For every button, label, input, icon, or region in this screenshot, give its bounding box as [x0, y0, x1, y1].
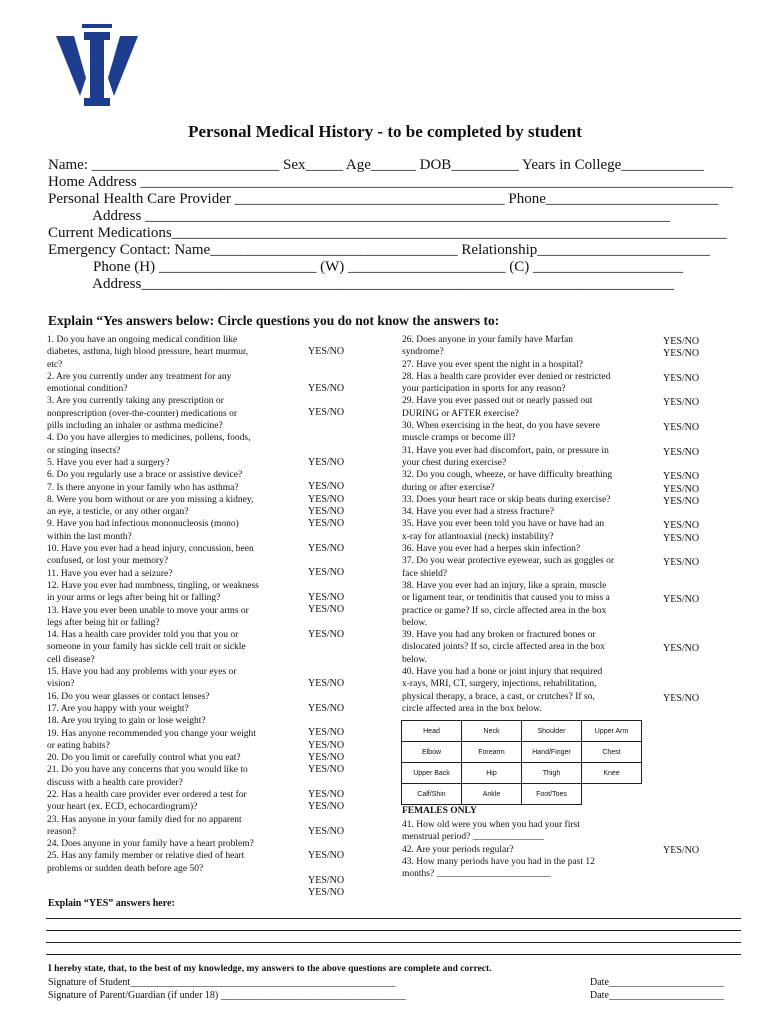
parent-signature[interactable]: Signature of Parent/Guardian (if under 18) _____________________________________	[48, 990, 406, 1001]
area-ankle[interactable]: Ankle	[462, 784, 522, 805]
area-head[interactable]: Head	[402, 721, 462, 742]
name-line[interactable]: Name: _________________________ Sex_____ Age______ DOB_________ Years in College___________	[48, 157, 704, 173]
home-address-line[interactable]: Home Address _______________________________________________________________________________	[48, 174, 733, 190]
area-hand-finger[interactable]: Hand/Finger	[522, 742, 582, 763]
area-calf-shin[interactable]: Calf/Shin	[402, 784, 462, 805]
answers-right[interactable]: YES/NO YES/NO YES/NO YES/NO YES/NO YES/NO YES/NO YES/NO YES/NO YES/NO YES/NO YES/NO YES/NO YES/NO YES/NO	[663, 336, 700, 704]
explain-line[interactable]	[46, 918, 741, 919]
emergency-phone-line[interactable]: Phone (H) _____________________ (W) _____________________ (C) ____________________	[48, 259, 683, 275]
questions-right: 26. Does anyone in your family have Marfan syndrome? 27. Have you ever spent the night in a hospital? 28. Has a health care provider ever denied or restricted your participation in sports for any reason? 29. Have you ever passed out or nearly passed out DURING or AFTER exercise? 30. When exercising in the heat, do you have severe muscle cramps or become ill? 31. Have you ever had discomfort, pain, or pressure in your chest during exercise? 32. Do you cough, wheeze, or have difficulty breathing during or after exercise? 33. Does your heart race or skip beats during exercise? 34. Have you ever had a stress fracture? 35. Have you ever been told you have or have had an x-ray for atlantoaxial (neck) instability? 36. Have you ever had a herpes skin infection? 37. Do you wear protective eyewear, such as goggles or face shield? 38. Have you ever had an injury, like a sprain, muscle or ligament tear, or tendinitis that caused you to miss a practice or game? If so, circle affected area in the box below. 39. Have you had any broken or fractured bones or dislocated joints? If so, circle affected area in the box below. 40. Have you had a bone or joint injury that required x-rays, MRI, CT, surgery, injections, rehabilitation, physical therapy, a brace, a cast, or crutches? If so, circle affected area in the box below.	[402, 335, 614, 714]
explain-line[interactable]	[46, 954, 741, 955]
medications-line[interactable]: Current Medications__________________________________________________________________________	[48, 225, 727, 241]
emergency-address-line[interactable]: Address_______________________________________________________________________	[48, 276, 674, 292]
provider-address-line[interactable]: Address ______________________________________________________________________	[48, 208, 671, 224]
body-area-grid	[401, 720, 642, 805]
area-upper-arm[interactable]: Upper Arm	[582, 721, 642, 742]
females-heading: FEMALES ONLY	[402, 806, 477, 816]
explain-line[interactable]	[46, 930, 741, 931]
certification-statement: I hereby state, that, to the best of my knowledge, my answers to the above questions are complete and correct.	[48, 964, 492, 974]
area-shoulder[interactable]: Shoulder	[522, 721, 582, 742]
area-hip[interactable]: Hip	[462, 763, 522, 784]
area-empty	[582, 784, 642, 805]
date-field-student[interactable]: Date_______________________	[590, 977, 724, 988]
explain-heading: Explain “YES” answers here:	[48, 898, 175, 909]
emergency-contact-line[interactable]: Emergency Contact: Name_________________________________ Relationship_______________________	[48, 242, 710, 258]
health-provider-line[interactable]: Personal Health Care Provider ____________________________________ Phone_______________________	[48, 191, 719, 207]
area-neck[interactable]: Neck	[462, 721, 522, 742]
student-signature[interactable]: Signature of Student_____________________________________________________	[48, 977, 396, 988]
area-knee[interactable]: Knee	[582, 763, 642, 784]
explain-line[interactable]	[46, 942, 741, 943]
area-foot-toes[interactable]: Foot/Toes	[522, 784, 582, 805]
form-title: Personal Medical History - to be completed by student	[188, 122, 582, 141]
females-questions[interactable]: 41. How old were you when you had your first menstrual period? _______________ 42. Are your periods regular? 43. How many periods have you had in the past 12 months? ________________________	[402, 820, 595, 880]
area-chest[interactable]: Chest	[582, 742, 642, 763]
area-upper-back[interactable]: Upper Back	[402, 763, 462, 784]
date-field-parent[interactable]: Date_______________________	[590, 990, 724, 1001]
area-forearm[interactable]: Forearm	[462, 742, 522, 763]
questions-left: 1. Do you have an ongoing medical condition like diabetes, asthma, high blood pressure, heart murmur, etc? 2. Are you currently under any treatment for any emotional condition? 3. Are you currently taking any prescription or nonprescription (over-the-counter) medications or pills including an inhaler or asthma medicine? 4. Do you have allergies to medicines, pollens, foods, or stinging insects? 5. Have you ever had a surgery? 6. Do you regularly use a brace or assistive device? 7. Is there anyone in your family who has asthma? 8. Were you born without or are you missing a kidney, an eye, a testicle, or any other organ? 9. Have you had infectious mononucleosis (mono) within the last month? 10. Have you ever had a head injury, concussion, been confused, or lost your memory? 11. Have you ever had a seizure? 12. Have you ever had numbness, tingling, or weakness in your arms or legs after being hit or falling? 13. Have you ever been unable to move your arms or legs after being hit or falling? 14. Has a health care provider told you that you or someone in your family has sickle cell trait or sickle cell disease? 15. Have you had any problems with your eyes or vision? 16. Do you wear glasses or contact lenses? 17. Are you happy with your weight? 18. Are you trying to gain or lose weight? 19. Has anyone recommended you change your weight or eating habits? 20. Do you limit or carefully control what you eat? 21. Do you have any concerns that you would like to discuss with a health care provider? 22. Has a health care provider ever ordered a test for your heart (ex. ECD, echocardiogram)? 23. Has anyone in your family died for no apparent reason? 24. Does anyone in your family have a heart problem? 25. Has any family member or relative died of heart problems or sudden death before age 50?	[47, 335, 259, 874]
university-logo	[56, 22, 138, 108]
females-answer[interactable]: YES/NO	[663, 845, 700, 856]
area-thigh[interactable]: Thigh	[522, 763, 582, 784]
answers-left[interactable]: YES/NO YES/NO YES/NO YES/NO YES/NO YES/NO YES/NO YES/NO YES/NO YES/NO YES/NO YES/NO YES/NO YES/NO YES/NO YES/NO YES/NO YES/NO YES/NO YES/NO YES/NO YES/NO YES/NO YES/NO YES/NO	[308, 346, 345, 899]
area-elbow[interactable]: Elbow	[402, 742, 462, 763]
instructions-heading: Explain “Yes answers below: Circle questions you do not know the answers to:	[48, 313, 500, 328]
